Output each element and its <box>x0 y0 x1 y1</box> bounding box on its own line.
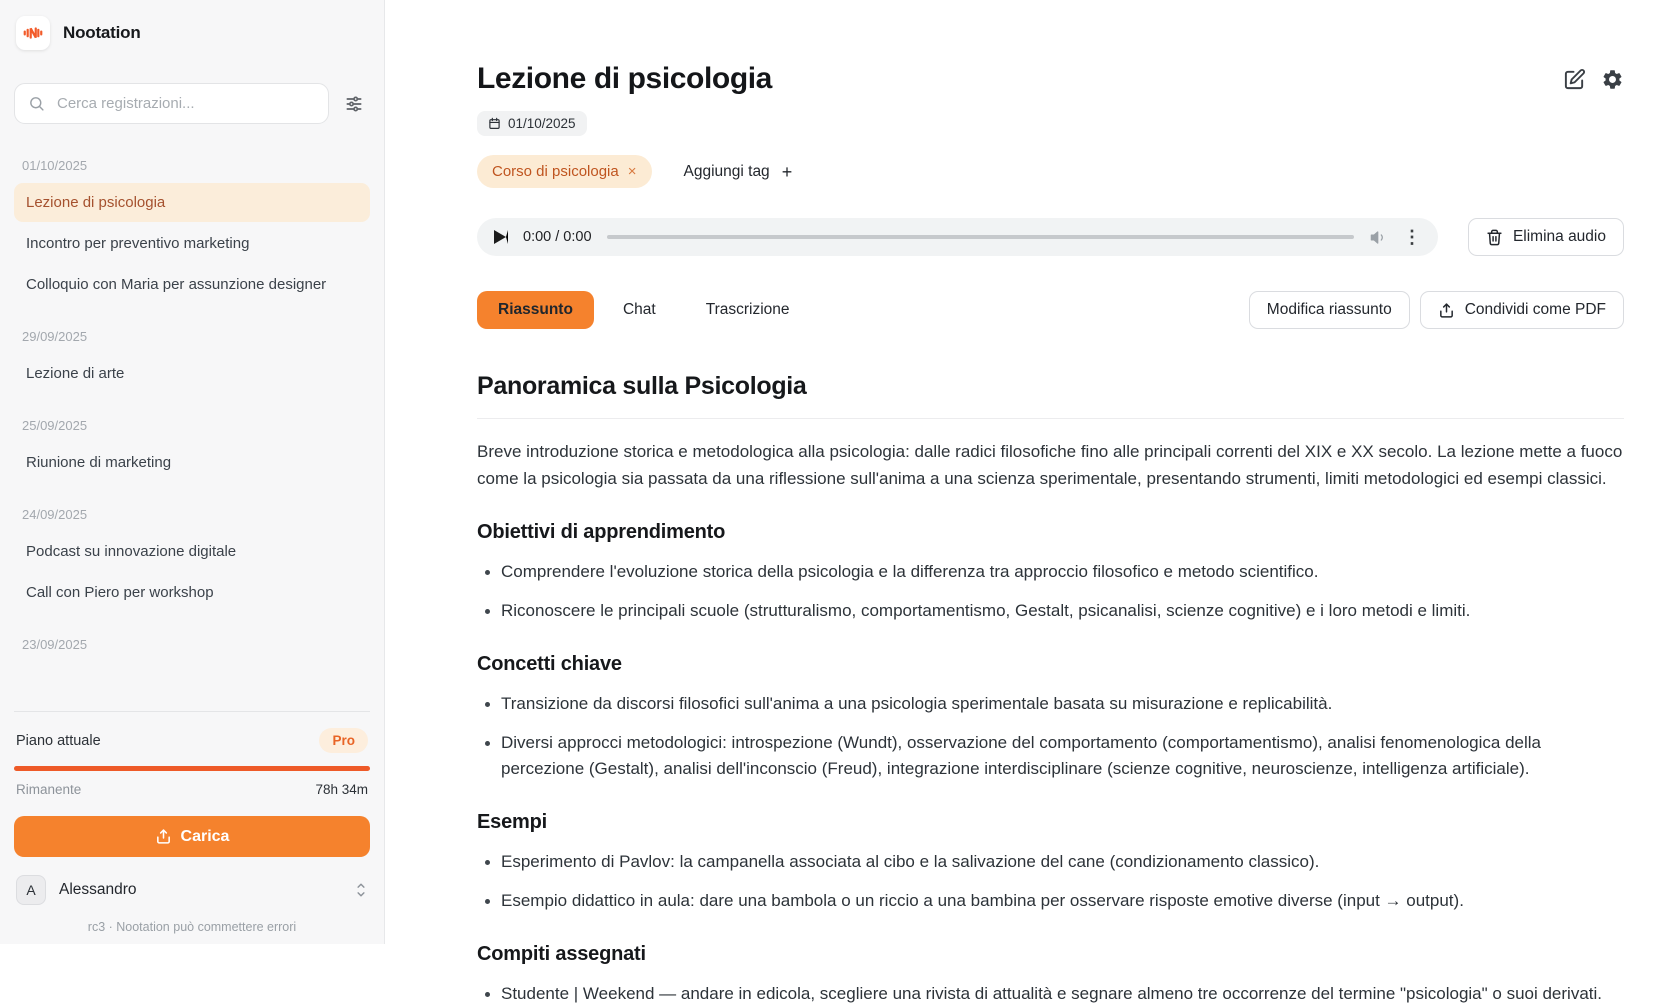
tabs-row <box>477 291 1624 329</box>
header-icons <box>1563 68 1624 91</box>
gear-icon[interactable] <box>1601 68 1624 91</box>
plan-row <box>14 728 370 753</box>
nootation-logo-icon <box>16 16 50 50</box>
bullet-item: Comprendere l'evoluzione storica della psicologia e la differenza tra approccio filosofico e metodo scientifico. <box>477 559 1624 585</box>
summary-intro: Breve introduzione storica e metodologica alla psicologia: dalle radici filosofiche fino alle principali correnti del XIX e XX secolo. La lezione mette a fuoco come la psicologia sia passata da una riflessione sull'anima a una scienza sperimentale, presentando strumenti, limiti metodologici ed esempi classici. <box>477 442 1623 488</box>
remove-tag-icon[interactable]: × <box>627 163 637 180</box>
recording-item-call-con-piero-per-workshop[interactable]: Call con Piero per workshop <box>26 584 214 601</box>
recording-item-lezione-di-arte[interactable]: Lezione di arte <box>26 365 125 382</box>
edit-icon[interactable] <box>1563 68 1586 91</box>
brand <box>14 14 370 50</box>
tag-label: Corso di psicologia <box>492 163 619 180</box>
usage-progress-bar <box>14 766 370 771</box>
summary-panel <box>477 372 1624 1007</box>
play-icon[interactable] <box>494 230 508 244</box>
share-icon <box>1438 302 1455 319</box>
plan-label: Piano attuale <box>16 732 101 749</box>
delete-audio-button[interactable] <box>1468 218 1624 256</box>
delete-audio-label: Elimina audio <box>1512 228 1606 245</box>
date-group-label: 01/10/2025 <box>22 158 88 173</box>
tab-trascrizione[interactable]: Trascrizione <box>685 291 811 329</box>
tabs <box>477 291 811 329</box>
filter-icon[interactable] <box>338 88 370 120</box>
date-group-label: 23/09/2025 <box>22 637 88 652</box>
user-name: Alessandro <box>59 881 137 898</box>
recordings-list <box>14 130 370 707</box>
page-title: Lezione di psicologia <box>477 62 772 95</box>
share-pdf-label: Condividi come PDF <box>1464 301 1606 318</box>
brand-name: Nootation <box>63 23 141 42</box>
bullet-item: Studente | Weekend — andare in edicola, scegliere una rivista di attualità e segnare almeno tre occorrenze del termine "psicologia" o suoi derivati. <box>477 981 1624 1007</box>
summary-sections <box>477 521 1624 1007</box>
sidebar <box>0 0 385 944</box>
edit-summary-button[interactable] <box>1249 291 1410 329</box>
chevron-up-down-icon <box>354 882 368 898</box>
bullet-list <box>477 981 1624 1007</box>
bullet-item: Diversi approcci metodologici: introspezione (Wundt), osservazione del comportamento (comportamentismo), analisi fenomenologica della percezione (Gestalt), analisi dell'inconscio (Freud), integrazione interdisciplinare (scienze cognitive, neuroscienze, intelligenza artificiale). <box>477 730 1624 782</box>
usage-progress-fill <box>14 766 370 771</box>
search-row <box>14 83 370 124</box>
volume-icon[interactable] <box>1369 228 1388 247</box>
user-menu[interactable] <box>14 873 370 907</box>
plus-icon: + <box>781 161 793 182</box>
main-header <box>477 62 1624 96</box>
upload-button[interactable] <box>14 816 370 857</box>
search-box <box>14 83 329 124</box>
date-badge-label: 01/10/2025 <box>508 116 576 131</box>
plan-badge: Pro <box>319 728 368 753</box>
audio-seekbar[interactable] <box>607 235 1354 239</box>
section-heading-esempi: Esempi <box>477 811 547 833</box>
search-input[interactable] <box>55 94 315 113</box>
recording-item-lezione-di-psicologia[interactable]: Lezione di psicologia <box>14 183 370 222</box>
section-heading-obiettivi-di-apprendimento: Obiettivi di apprendimento <box>477 521 726 543</box>
tab-chat[interactable]: Chat <box>602 291 677 329</box>
recording-item-riunione-di-marketing[interactable]: Riunione di marketing <box>26 454 172 471</box>
section-heading-concetti-chiave: Concetti chiave <box>477 653 622 675</box>
remaining-value: 78h 34m <box>315 782 368 797</box>
bullet-item: Riconoscere le principali scuole (strutturalismo, comportamentismo, Gestalt, psicanalisi, scienze cognitive) e i loro metodi e limiti. <box>477 598 1624 624</box>
tag-pill[interactable] <box>477 155 652 188</box>
calendar-icon <box>488 117 501 130</box>
bullet-list <box>477 559 1624 624</box>
date-badge <box>477 111 587 136</box>
search-icon <box>28 95 45 112</box>
upload-icon <box>155 828 172 845</box>
bullet-list <box>477 849 1624 914</box>
plan-divider <box>14 711 370 712</box>
disclaimer-text: rc3 · Nootation può commettere errori <box>87 920 297 934</box>
recording-item-incontro-per-preventivo-marketing[interactable]: Incontro per preventivo marketing <box>26 235 250 252</box>
section-heading-compiti-assegnati: Compiti assegnati <box>477 943 646 965</box>
audio-time: 0:00 / 0:00 <box>523 229 592 245</box>
kebab-menu-icon[interactable]: ⋮ <box>1402 227 1421 247</box>
date-group-label: 25/09/2025 <box>22 418 88 433</box>
bullet-list <box>477 691 1624 782</box>
add-tag-button[interactable] <box>678 162 799 182</box>
remaining-label: Rimanente <box>16 782 82 797</box>
main-content <box>385 0 1662 1003</box>
bullet-item: Esempio didattico in aula: dare una bambola o un riccio a una bambina per osservare risposte emotive diverse (input → output). <box>477 888 1624 914</box>
bullet-item: Esperimento di Pavlov: la campanella associata al cibo e la salivazione del cane (condizionamento classico). <box>477 849 1624 875</box>
tags-row <box>477 155 1624 188</box>
summary-title: Panoramica sulla Psicologia <box>477 372 1624 419</box>
trash-icon <box>1486 229 1503 246</box>
remaining-row <box>14 782 370 797</box>
date-group-label: 29/09/2025 <box>22 329 88 344</box>
tab-riassunto[interactable]: Riassunto <box>477 291 594 329</box>
date-group-label: 24/09/2025 <box>22 507 88 522</box>
edit-summary-label: Modifica riassunto <box>1266 301 1392 318</box>
recording-item-colloquio-con-maria-per-assunzione-designer[interactable]: Colloquio con Maria per assunzione designer <box>26 276 327 293</box>
audio-row <box>477 218 1624 256</box>
bullet-item: Transizione da discorsi filosofici sull'anima a una psicologia sperimentale basata su misurazione e replicabilità. <box>477 691 1624 717</box>
share-pdf-button[interactable] <box>1420 291 1624 329</box>
audio-player <box>477 218 1438 256</box>
add-tag-label: Aggiungi tag <box>683 162 770 180</box>
avatar: A <box>16 875 46 905</box>
upload-button-label: Carica <box>180 827 230 845</box>
actions <box>1249 291 1624 329</box>
recording-item-podcast-su-innovazione-digitale[interactable]: Podcast su innovazione digitale <box>26 543 237 560</box>
